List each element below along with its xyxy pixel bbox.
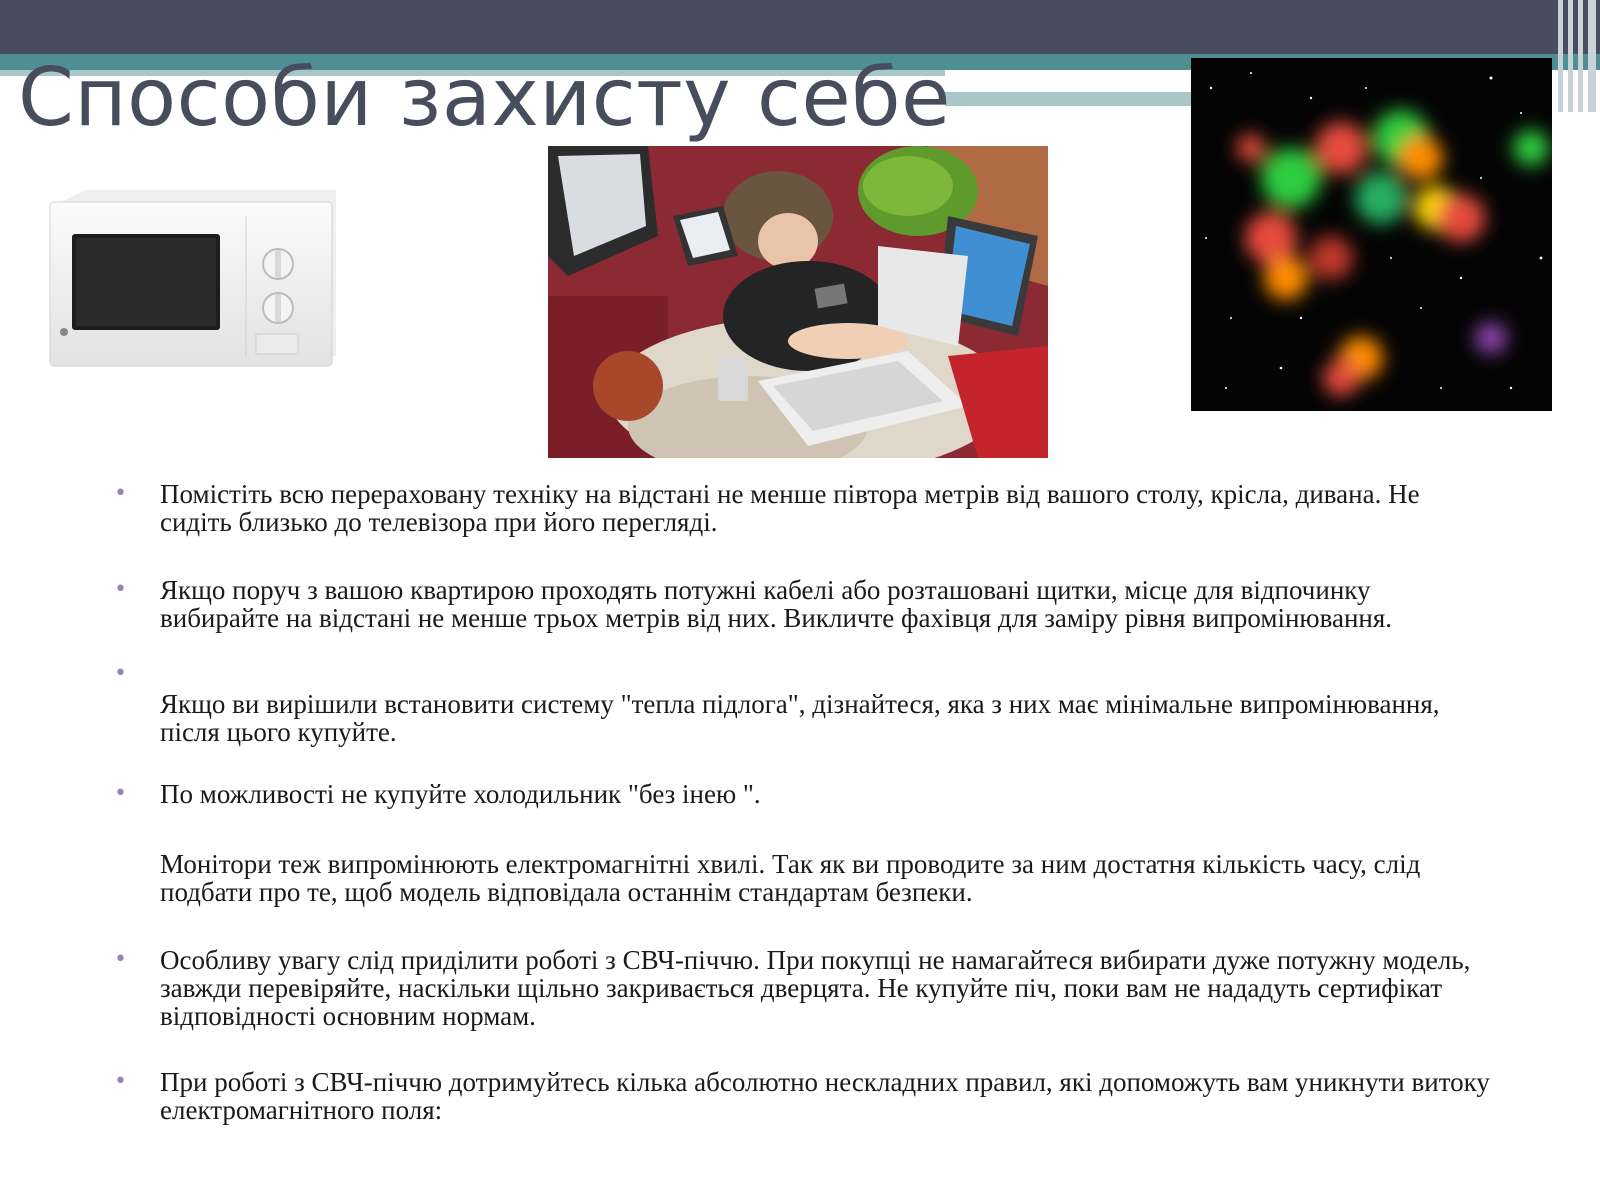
list-item-text: Монітори теж випромінюють електромагнітні хвилі. Так як ви проводите за ним достатня кількість часу, слід подбати про те, щоб модель відповідала останнім стандартам безпеки. [160,849,1421,907]
bullet-marker: • [114,661,127,686]
list-item-text: Помістіть всю перераховану техніку на відстані не менше півтора метрів від вашого столу, крісла, дивана. Не сидіть близько до телевізора при його перегляді. [160,479,1420,537]
list-item [110,576,1490,632]
bullet-marker: • [114,947,127,972]
list-item-text: Якщо поруч з вашою квартирою проходять потужні кабелі або розташовані щитки, місце для відпочинку вибирайте на відстані не менше трьох метрів від них. Викличте фахівця для заміру рівня випромінювання. [160,575,1393,633]
list-item-text: Якщо ви вирішили встановити систему "тепла підлога", дізнайтеся, яка з них має мінімальне випромінювання, після цього купуйте. [160,689,1440,747]
bullet-marker: • [114,1069,127,1094]
list-item-text: По можливості не купуйте холодильник "без інею ". [160,779,761,809]
list-item-text: При роботі з СВЧ-піччю дотримуйтесь кілька абсолютно нескладних правил, які допоможуть вам уникнути витоку електромагнітного поля: [160,1067,1490,1125]
list-item [110,850,1490,906]
list-item [110,1068,1490,1124]
list-item [110,480,1490,536]
bullet-marker: • [114,481,127,506]
bullet-marker: • [114,577,127,602]
person-with-devices-photo [548,146,1048,458]
list-item-text: Особливу увагу слід приділити роботі з СВЧ-піччю. При покупці не намагайтеся вибирати дуже потужну модель, завжди перевіряйте, наскільки щільно закривається дверцята. Не купуйте піч, поки вам не нададуть сертифікат відповідності основним нормам. [160,945,1471,1031]
slide-title: Способи захисту себе [18,51,951,144]
bullet-marker: • [114,781,127,806]
list-item [110,690,1490,746]
right-edge-stripes [1554,0,1600,112]
electromagnetic-space-image [1191,58,1552,411]
list-item [110,946,1490,1030]
header-dark-band [0,0,1600,54]
header-light-band-right [945,92,1195,106]
microwave-oven-image [46,186,346,376]
list-item [110,780,1490,808]
